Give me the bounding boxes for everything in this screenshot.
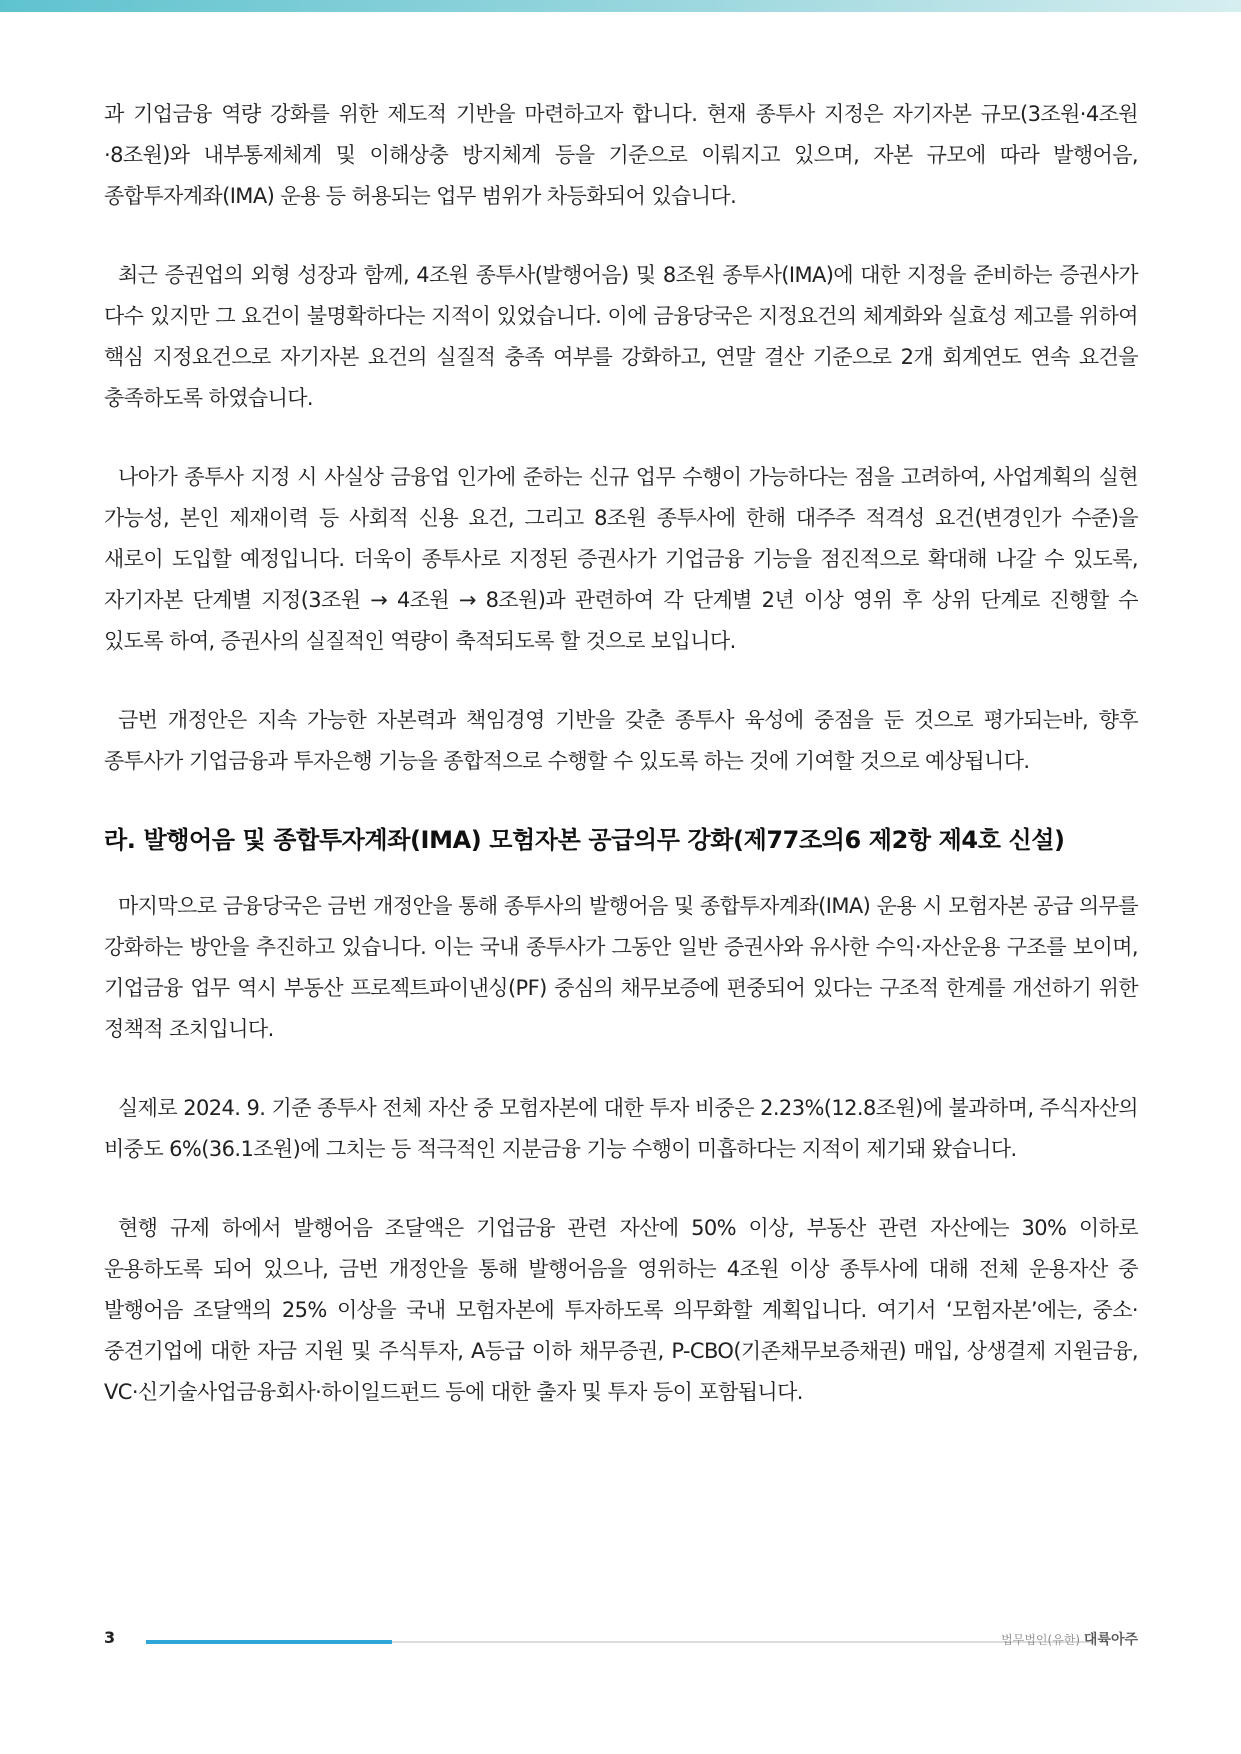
top-accent-bar — [0, 0, 1241, 12]
footer-divider-accent — [146, 1640, 392, 1644]
paragraph-1: 과 기업금융 역량 강화를 위한 제도적 기반을 마련하고자 합니다. 현재 종투사 지정은 자기자본 규모(3조원·4조원·8조원)와 내부통제체계 및 이해상충 방지체계 등을 기준으로 이뤄지고 있으며, 자본 규모에 따라 발행어음, 종합투자계좌(IMA) 운용 등 허용되는 업무 범위가 차등화되어 있습니다. — [104, 102, 1138, 208]
page-number: 3 — [104, 1628, 116, 1647]
section-paragraph-1: 마지막으로 금융당국은 금번 개정안을 통해 종투사의 발행어음 및 종합투자계좌(IMA) 운용 시 모험자본 공급 의무를 강화하는 방안을 추진하고 있습니다. 이는 국내 종투사가 그동안 일반 증권사와 유사한 수익·자산운용 구조를 보이며, 기업금융 업무 역시 부동산 프로젝트파이낸싱(PF) 중심의 채무보증에 편중되어 있다는 구조적 한계를 개선하기 위한 정책적 조치입니다. — [104, 894, 1138, 1041]
paragraph-3: 나아가 종투사 지정 시 사실상 금융업 인가에 준하는 신규 업무 수행이 가능하다는 점을 고려하여, 사업계획의 실현 가능성, 본인 제재이력 등 사회적 신용 요건, 그리고 8조원 종투사에 한해 대주주 적격성 요건(변경인가 수준)을 새로이 도입할 예정입니다. 더욱이 종투사로 지정된 증권사가 기업금융 기능을 점진적으로 확대해 나갈 수 있도록, 자기자본 단계별 지정(3조원 → 4조원 → 8조원)과 관련하여 각 단계별 2년 이상 영위 후 상위 단계로 진행할 수 있도록 하여, 증권사의 실질적인 역량이 축적되도록 할 것으로 보입니다. — [104, 465, 1138, 653]
page-footer — [104, 1628, 1138, 1658]
paragraph-4: 금번 개정안은 지속 가능한 자본력과 책임경영 기반을 갖춘 종투사 육성에 중점을 둔 것으로 평가되는바, 향후 종투사가 기업금융과 투자은행 기능을 종합적으로 수행할 수 있도록 하는 것에 기여할 것으로 예상됩니다. — [104, 708, 1138, 773]
section-paragraph-2: 실제로 2024. 9. 기준 종투사 전체 자산 중 모험자본에 대한 투자 비중은 2.23%(12.8조원)에 불과하며, 주식자산의 비중도 6%(36.1조원)에 그치는 등 적극적인 지분금융 기능 수행이 미흡하다는 지적이 제기돼 왔습니다. — [104, 1096, 1138, 1161]
footer-brand-prefix: 법무법인(유한) — [1001, 1633, 1081, 1647]
section-paragraph-3: 현행 규제 하에서 발행어음 조달액은 기업금융 관련 자산에 50% 이상, 부동산 관련 자산에는 30% 이하로 운용하도록 되어 있으나, 금번 개정안을 통해 발행어음을 영위하는 4조원 이상 종투사에 대해 전체 운용자산 중 발행어음 조달액의 25% 이상을 국내 모험자본에 투자하도록 의무화할 계획입니다. 여기서 ‘모험자본’에는, 중소·중견기업에 대한 자금 지원 및 주식투자, A등급 이하 채무증권, P-CBO(기존채무보증채권) 매입, 상생결제 지원금융, VC·신기술사업금융회사·하이일드펀드 등에 대한 출자 및 투자 등이 포함됩니다. — [104, 1216, 1138, 1404]
footer-brand — [1001, 1629, 1138, 1649]
document-body — [104, 94, 1138, 1451]
footer-brand-name: 대륙아주 — [1083, 1632, 1138, 1648]
section-heading: 라. 발행어음 및 종합투자계좌(IMA) 모험자본 공급의무 강화(제77조의6 제2항 제4호 신설) — [104, 826, 1065, 854]
paragraph-2: 최근 증권업의 외형 성장과 함께, 4조원 종투사(발행어음) 및 8조원 종투사(IMA)에 대한 지정을 준비하는 증권사가 다수 있지만 그 요건이 불명확하다는 지적이 있었습니다. 이에 금융당국은 지정요건의 체계화와 실효성 제고를 위하여 핵심 지정요건으로 자기자본 요건의 실질적 충족 여부를 강화하고, 연말 결산 기준으로 2개 회계연도 연속 요건을 충족하도록 하였습니다. — [104, 263, 1138, 410]
